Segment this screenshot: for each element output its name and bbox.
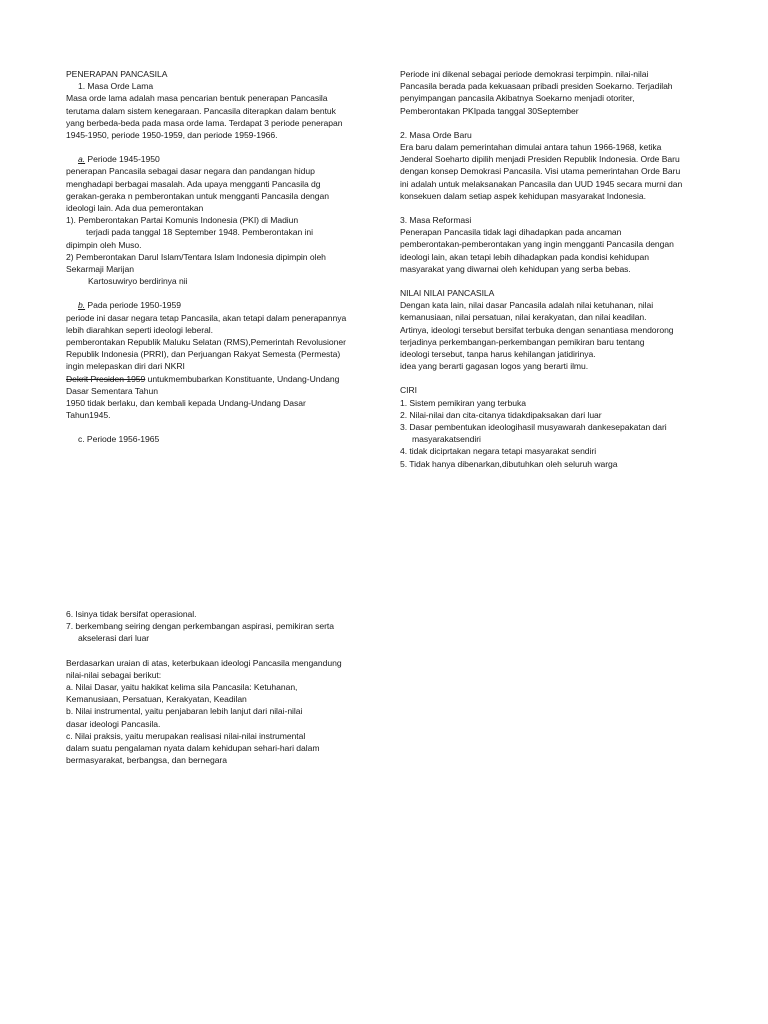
text-line: dengan konsep Demokrasi Pancasila. Visi utama pemerintahan Orde Baru (400, 166, 681, 177)
text-line: Masa orde lama adalah masa pencarian bentuk penerapan Pancasila (66, 93, 328, 104)
text-line: pemberontakan Republik Maluku Selatan (RMS),Pemerintah Revolusioner (66, 337, 346, 348)
text-line: periode ini dasar negara tetap Pancasila, akan tetapi dalam penerapannya (66, 312, 347, 323)
text-line: ini adalah untuk melaksanakan Pancasila dan UUD 1945 secara murni dan (400, 178, 683, 189)
list-item: 1. Sistem pemikiran yang terbuka (400, 397, 526, 408)
text-line: Berdasarkan uraian di atas, keterbukaan ideologi Pancasila mengandung (66, 657, 342, 668)
subsection-heading (66, 299, 376, 311)
section-heading: CIRI (400, 385, 417, 396)
text-line: 2) Pemberontakan Darul Islam/Tentara Islam Indonesia dipimpin oleh (66, 251, 326, 262)
text-line: Kartosuwiryo berdirinya nii (88, 276, 188, 287)
text-line: idea yang berarti gagasan logos yang berarti ilmu. (400, 361, 589, 372)
text-line: Pemberontakan PKIpada tanggal 30September (400, 105, 579, 116)
text-line: terjadinya perkembangan-perkembangan pemikiran baru tentang (400, 336, 645, 347)
subsection-heading (66, 153, 376, 165)
text-line: Dasar Sementara Tahun (66, 385, 158, 396)
text-line: c. Nilai praksis, yaitu merupakan realisasi nilai-nilai instrumental (66, 730, 306, 741)
list-item-continuation: akselerasi dari luar (78, 633, 150, 644)
text-line: dipimpin oleh Muso. (66, 239, 142, 250)
list-item: 6. Isinya tidak bersifat operasional. (66, 609, 197, 619)
text-line: Sekarmaji Marijan (66, 264, 134, 275)
subsection-letter: a. (78, 154, 86, 165)
text-line: Pancasila berada pada kekuasaan pribadi presiden Soekarno. Terjadilah (400, 81, 673, 92)
section-heading: 2. Masa Orde Baru (400, 129, 472, 140)
text-line: nilai-nilai sebagai berikut: (66, 669, 162, 680)
list-item: 7. berkembang seiring dengan perkembangan aspirasi, pemikiran serta (66, 621, 334, 632)
text-line: pemberontakan-pemberontakan yang ingin mengganti Pancasila dengan (400, 239, 674, 250)
subsection-title: Pada periode 1950-1959 (85, 300, 181, 311)
text-line: Era baru dalam pemerintahan dimulai antara tahun 1966-1968, ketika (400, 142, 662, 153)
text-fragment: untukmembubarkan Konstituante, Undang-Undang (145, 373, 340, 384)
text-line: konsekuen dalam setiap aspek kehidupan masyarakat Indonesia. (400, 190, 646, 201)
text-line (66, 373, 376, 385)
list-item: 5. Tidak hanya dibenarkan,dibutuhkan oleh seluruh warga (400, 458, 618, 469)
text-line: Jenderal Soeharto dipilih menjadi Presiden Republik Indonesia. Orde Baru (400, 154, 680, 165)
text-line: Republik Indonesia (PRRI), dan Perjuangan Rakyat Semesta (Permesta) (66, 349, 341, 360)
text-line: 1). Pemberontakan Partai Komunis Indonesia (PKI) di Madiun (66, 215, 299, 226)
text-line: Artinya, ideologi tersebut bersifat terbuka dengan senantiasa mendorong (400, 324, 674, 335)
section-heading: 3. Masa Reformasi (400, 215, 472, 226)
subsection-letter: b. (78, 300, 86, 311)
list-item: 4. tidak diciprtakan negara tetapi masyarakat sendiri (400, 446, 597, 457)
text-line: ideologi lain. Ada dua pemerontakan (66, 203, 204, 214)
text-line: bermasyarakat, berbangsa, dan bernegara (66, 755, 227, 766)
text-line: terutama dalam sistem kenegaraan. Pancasila diterapkan dalam bentuk (66, 105, 336, 116)
left-column (66, 68, 376, 446)
subsection-title: Periode 1945-1950 (85, 154, 160, 165)
text-line: yang berbeda-beda pada masa orde lama. Terdapat 3 periode penerapan (66, 117, 343, 128)
text-line: b. Nilai instrumental, yaitu penjabaran lebih lanjut dari nilai-nilai (66, 706, 303, 717)
text-line: gerakan-geraka n pemberontakan untuk mengganti Pancasila dengan (66, 190, 329, 201)
text-line: a. Nilai Dasar, yaitu hakikat kelima sila Pancasila: Ketuhanan, (66, 682, 298, 693)
text-line: dalam suatu pengalaman nyata dalam kehidupan sehari-hari dalam (66, 743, 320, 754)
right-column (400, 68, 715, 470)
list-item: 2. Nilai-nilai dan cita-citanya tidakdipaksakan dari luar (400, 409, 602, 420)
text-line: dasar ideologi Pancasila. (66, 718, 161, 729)
text-line: penerapan Pancasila sebagai dasar negara dan pandangan hidup (66, 166, 315, 177)
text-line: kemanusiaan, nilai persatuan, nilai kerakyatan, dan nilai keadilan. (400, 312, 647, 323)
text-line: Dengan kata lain, nilai dasar Pancasila adalah nilai ketuhanan, nilai (400, 300, 654, 311)
text-line: Periode ini dikenal sebagai periode demokrasi terpimpin. nilai-nilai (400, 69, 649, 79)
subsection-heading: c. Periode 1956-1965 (78, 434, 160, 445)
text-line: ideologi tersebut, tanpa harus kehilangan jatidirinya. (400, 349, 596, 360)
text-line: Kemanusiaan, Persatuan, Kerakyatan, Keadilan (66, 694, 247, 705)
text-line: lebih diarahkan seperti ideologi leberal. (66, 324, 214, 335)
text-line: 1950 tidak berlaku, dan kembali kepada Undang-Undang Dasar (66, 398, 306, 409)
text-line: terjadi pada tanggal 18 September 1948. Pemberontakan ini (86, 227, 313, 238)
list-item: 3. Dasar pembentukan ideologihasil musyawarah dankesepakatan dari (400, 422, 667, 433)
text-line: 1945-1950, periode 1950-1959, dan periode 1959-1966. (66, 130, 278, 141)
struck-text: Dekrit Presiden 1959 (66, 373, 146, 384)
section-heading: NILAI NILAI PANCASILA (400, 288, 495, 299)
section-heading: 1. Masa Orde Lama (78, 81, 154, 92)
text-line: ingin melepaskan diri dari NKRI (66, 361, 185, 372)
text-line: menghadapi berbagai masalah. Ada upaya mengganti Pancasila dg (66, 178, 321, 189)
document-title: PENERAPAN PANCASILA (66, 69, 168, 79)
text-line: masyarakat yang diwarnai oleh kehidupan yang serba bebas. (400, 263, 631, 274)
text-line: Penerapan Pancasila tidak lagi dihadapkan pada ancaman (400, 227, 622, 238)
text-line: Tahun1945. (66, 410, 111, 421)
bottom-section (66, 608, 376, 766)
text-line: penyimpangan pancasila Akibatnya Soekarno menjadi otoriter, (400, 93, 635, 104)
list-item-continuation: masyarakatsendiri (412, 434, 481, 445)
text-line: ideologi lain, akan tetapi lebih dihadapkan pada kondisi kehidupan (400, 251, 649, 262)
